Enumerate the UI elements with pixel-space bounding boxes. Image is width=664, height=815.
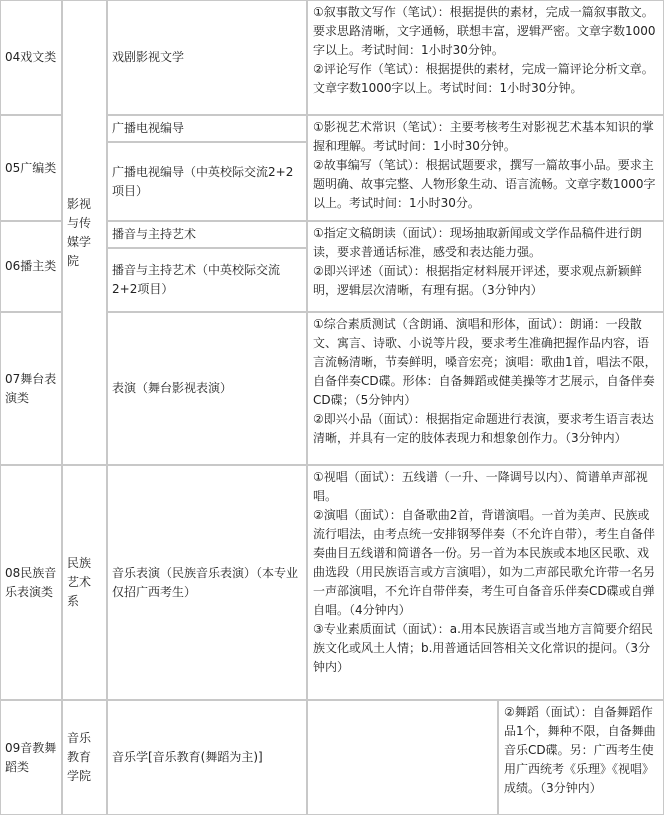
empty-cell (307, 700, 498, 815)
exam-item: ①视唱（面试）：五线谱（一升、一降调号以内）、简谱单声部视唱。 (313, 470, 648, 503)
major-cell (107, 142, 307, 221)
category-code: 07舞台表演类 (5, 371, 57, 405)
exam-item: ②即兴小品（面试）：根据指定命题进行表演，要求考生语言表达清晰，并具有一定的肢体表现力和想象创作力。（3分钟内） (313, 412, 654, 445)
college-name: 民族艺术系 (67, 556, 92, 608)
college-cell (62, 0, 107, 465)
category-code: 04戏文类 (5, 50, 57, 64)
major-cell (107, 221, 307, 248)
exam-item: ①叙事散文写作（笔试）：根据提供的素材，完成一篇叙事散文。要求思路清晰，文字通畅，联想丰富，逻辑严密。文章字数1000字以上。考试时间：1小时30分钟。 (313, 5, 656, 57)
exam-requirements-cell (307, 465, 664, 700)
category-code: 05广编类 (5, 160, 57, 175)
college-cell (62, 700, 107, 815)
major-name: 广播电视编导（中英校际交流2+2项目） (112, 164, 294, 198)
exam-item: ②舞蹈（面试）：自备舞蹈作品1个，舞种不限，自备舞曲音乐CD碟。另：广西考生使用广西统考《乐理》《视唱》成绩。（3分钟内） (504, 705, 656, 795)
exam-requirements-cell (307, 312, 664, 465)
exam-requirements-cell (307, 221, 664, 312)
category-code-cell (0, 700, 62, 815)
category-code-cell (0, 115, 62, 221)
major-cell (107, 115, 307, 142)
major-name: 音乐学[音乐教育(舞蹈为主)] (112, 750, 263, 764)
category-code-cell (0, 221, 62, 312)
major-name: 广播电视编导 (112, 121, 185, 135)
major-name: 播音与主持艺术（中英校际交流2+2项目） (112, 263, 281, 296)
major-cell (107, 700, 307, 815)
exam-item: ②演唱（面试）：自备歌曲2首，背谱演唱。一首为美声、民族或流行唱法，由考点统一安排钢琴伴奏（不允许自带），考生自备伴奏曲目五线谱和简谱各一份。另一首为本民族或本地区民歌、戏曲选段（用民族语言或方言演唱），如为二声部民歌允许带一名另一声部演唱，不允许自带伴奏，考生可自备音乐伴奏CD碟或自弹自唱。（4分钟内） (313, 508, 656, 617)
exam-item: ②评论写作（笔试）：根据提供的素材，完成一篇评论分析文章。文章字数1000字以上。考试时间：1小时30分钟。 (313, 62, 654, 95)
college-name: 影视与传媒学院 (67, 196, 92, 268)
major-name: 表演（舞台影视表演） (112, 381, 233, 395)
exam-requirements-cell (498, 700, 664, 815)
major-name: 播音与主持艺术 (112, 227, 197, 241)
category-code-cell (0, 465, 62, 700)
category-code: 08民族音乐表演类 (5, 565, 57, 599)
category-code: 09音教舞蹈类 (5, 740, 57, 774)
exam-item: ①综合素质测试（含朗诵、演唱和形体，面试）：朗诵：一段散文、寓言、诗歌、小说等片段，要求考生准确把握作品内容，语言流畅清晰，节奏鲜明，嗓音宏亮；演唱：歌曲1首，唱法不限，自备伴奏CD碟。形体：自备舞蹈或健美操等才艺展示，自备伴奏CD碟；（5分钟内） (313, 317, 657, 407)
exam-item: ①指定文稿朗读（面试）：现场抽取新闻或文学作品稿件进行朗读，要求普通话标准，感受和表达能力强。 (313, 226, 642, 259)
college-name: 音乐教育学院 (67, 731, 92, 783)
category-code: 06播主类 (5, 259, 57, 273)
major-name: 戏剧影视文学 (112, 50, 185, 64)
major-cell (107, 465, 307, 700)
category-code-cell (0, 0, 62, 115)
major-name: 音乐表演（民族音乐表演）（本专业仅招广西考生） (112, 565, 299, 599)
exam-item: ①影视艺术常识（笔试）：主要考核考生对影视艺术基本知识的掌握和理解。考试时间：1小时30分钟。 (313, 120, 654, 153)
exam-item: ②故事编写（笔试）：根据试题要求，撰写一篇故事小品。要求主题明确、故事完整、人物形象生动、语言流畅。文章字数1000字以上。考试时间：1小时30分。 (313, 158, 656, 210)
category-code-cell (0, 312, 62, 465)
exam-item: ②即兴评述（面试）：根据指定材料展开评述，要求观点新颖鲜明，逻辑层次清晰，有理有据。（3分钟内） (313, 264, 642, 297)
major-cell (107, 312, 307, 465)
exam-item: ③专业素质面试（面试）：a.用本民族语言或当地方言简要介绍民族文化或风土人情；b.用普通话回答相关文化常识的提问。（3分钟内） (313, 622, 653, 674)
college-cell (62, 465, 107, 700)
major-cell (107, 0, 307, 115)
major-cell (107, 248, 307, 312)
exam-requirements-cell (307, 115, 664, 221)
exam-requirements-cell (307, 0, 664, 115)
